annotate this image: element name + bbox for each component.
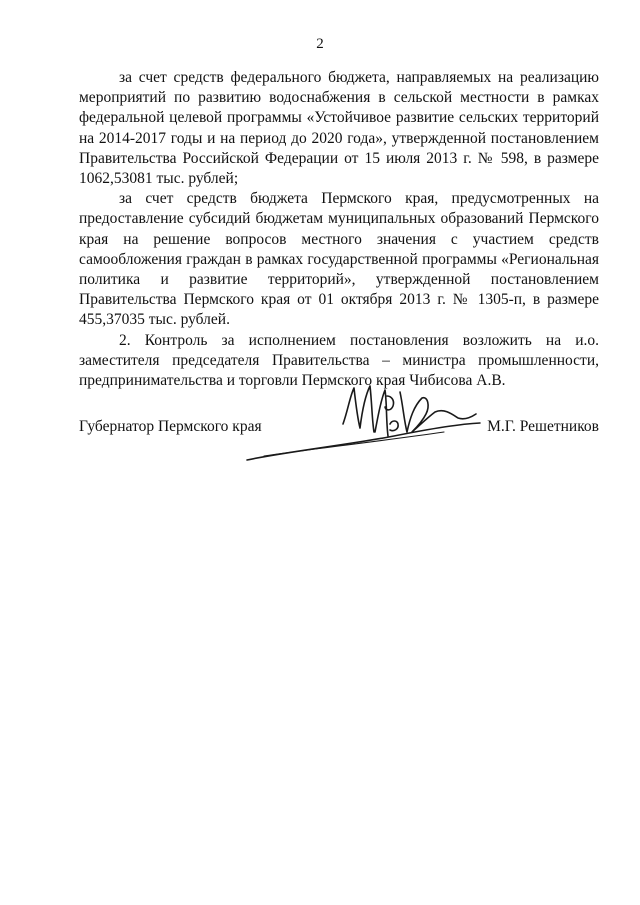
paragraph-regional-budget: за счет средств бюджета Пермского края, предусмотренных на предоставление субсидий бюджетам муниципальных образований Пермского края на решение вопросов местного значения с участием средств самообложения граждан в рамках государственной программы «Региональная политика и развитие территорий», утвержденной постановлением Правительства Пермского края от 01 октября 2013 г. № 1305-п, в размере 455,37035 тыс. рублей. (79, 190, 599, 329)
paragraph-control-clause: 2. Контроль за исполнением постановления возложить на и.о. заместителя председателя Правительства – министра промышленности, предпринимательства и торговли Пермского края Чибисова А.В. (79, 331, 599, 390)
page-number: 2 (316, 36, 324, 52)
signatory-name: М.Г. Решетников (487, 418, 599, 435)
signature-block (79, 418, 599, 442)
handwritten-signature (244, 366, 484, 466)
paragraph-federal-budget: за счет средств федерального бюджета, направляемых на реализацию мероприятий по развитию водоснабжения в сельской местности в рамках федеральной целевой программы «Устойчивое развитие сельских территорий на 2014-2017 годы и на период до 2020 года», утвержденной постановлением Правительства Российской Федерации от 15 июля 2013 г. № 598, в размере 1062,53081 тыс. рублей; (79, 69, 599, 188)
document-body (79, 68, 599, 391)
signatory-title: Губернатор Пермского края (79, 418, 262, 435)
